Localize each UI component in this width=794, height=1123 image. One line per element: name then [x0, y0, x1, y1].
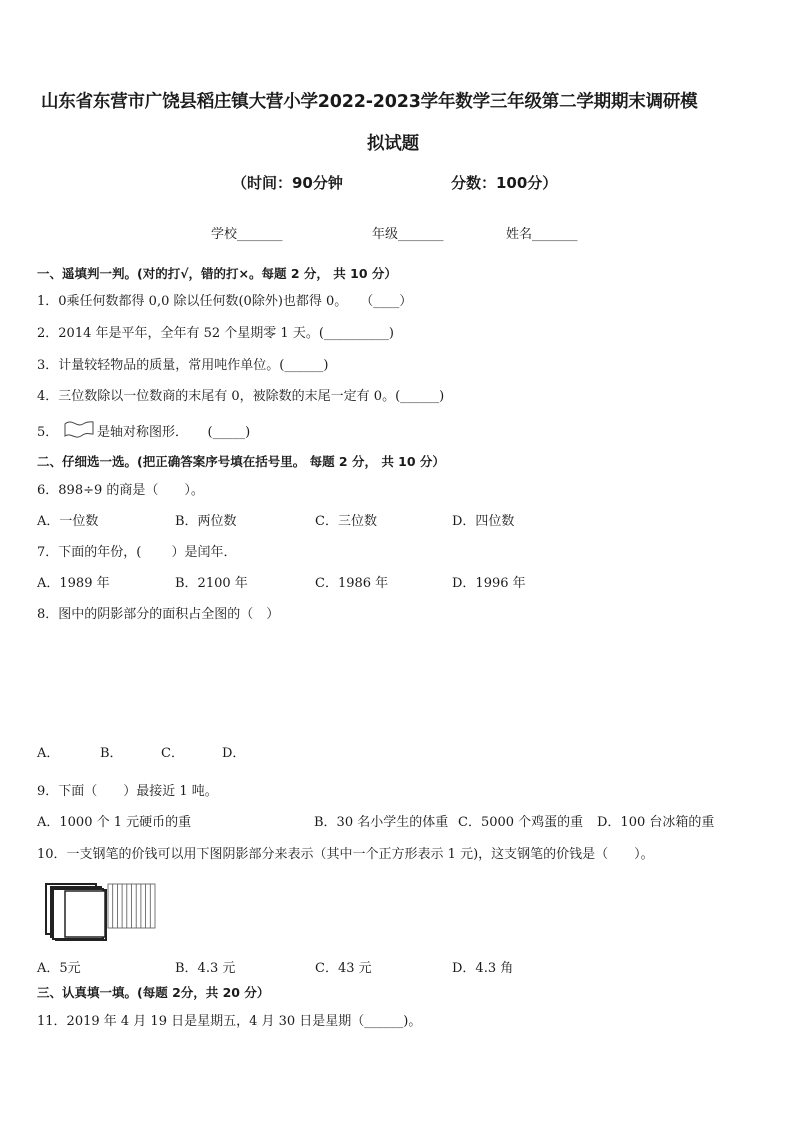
question-6: 6．898÷9 的商是（ ）。 [37, 483, 204, 498]
q6-option-c: C．三位数 [315, 514, 377, 529]
exam-title-line1: 山东省东营市广饶县稻庄镇大营小学2022-2023学年数学三年级第二学期期末调研模 [41, 92, 698, 112]
question-5-number: 5． [37, 425, 59, 440]
q8-option-d: D． [222, 746, 246, 761]
wave-flag-shape [63, 418, 95, 440]
q6-option-b: B．两位数 [175, 514, 237, 529]
q6-option-d: D．四位数 [452, 514, 515, 529]
money-squares-figure [44, 882, 159, 942]
q7-option-a: A．1989 年 [37, 576, 110, 591]
q9-option-d: D．100 台冰箱的重 [597, 815, 715, 830]
name-field: 姓名_______ [506, 227, 578, 242]
question-5-text: 是轴对称图形． (_____) [97, 425, 251, 440]
q9-option-b: B．30 名小学生的体重 [314, 815, 449, 830]
question-11: 11．2019 年 4 月 19 日是星期五，4 月 30 日是星期（______)。 [37, 1014, 422, 1029]
q8-option-c: C． [161, 746, 184, 761]
question-7: 7．下面的年份，( ）是闰年． [37, 545, 237, 560]
q8-option-a: A． [37, 746, 60, 761]
q8-option-b: B． [100, 746, 123, 761]
q10-option-a: A．5元 [37, 961, 81, 976]
question-9: 9．下面（ ）最接近 1 吨。 [37, 784, 218, 799]
q7-option-c: C．1986 年 [315, 576, 389, 591]
q10-option-c: C．43 元 [315, 961, 372, 976]
q7-option-b: B．2100 年 [175, 576, 248, 591]
section-3-heading: 三、认真填一填。(每题 2分，共 20 分） [37, 985, 270, 1000]
grade-field: 年级_______ [372, 227, 444, 242]
exam-time: （时间：90分钟 [232, 174, 343, 192]
q10-option-b: B．4.3 元 [175, 961, 236, 976]
exam-title-line2: 拟试题 [367, 134, 419, 154]
question-1: 1．0乘任何数都得 0,0 除以任何数(0除外)也都得 0。 （____） [37, 294, 413, 309]
q9-option-c: C．5000 个鸡蛋的重 [458, 815, 584, 830]
q7-option-d: D．1996 年 [452, 576, 526, 591]
section-2-heading: 二、仔细选一选。(把正确答案序号填在括号里。 每题 2 分， 共 10 分） [37, 454, 445, 469]
question-2: 2．2014 年是平年，全年有 52 个星期零 1 天。(__________) [37, 326, 394, 341]
question-4: 4．三位数除以一位数商的末尾有 0，被除数的末尾一定有 0。(______) [37, 389, 445, 404]
school-field: 学校_______ [211, 227, 283, 242]
q9-option-a: A．1000 个 1 元硬币的重 [37, 815, 192, 830]
q10-option-d: D．4.3 角 [452, 961, 514, 976]
q6-option-a: A．一位数 [37, 514, 99, 529]
section-1-heading: 一、遥填判一判。(对的打√，错的打×。每题 2 分， 共 10 分） [37, 266, 397, 281]
question-10: 10．一支钢笔的价钱可以用下图阴影部分来表示（其中一个正方形表示 1 元)，这支钢笔的价钱是（ ）。 [37, 847, 654, 862]
question-3: 3．计量较轻物品的质量，常用吨作单位。(______) [37, 358, 329, 373]
question-8: 8．图中的阴影部分的面积占全图的（ ） [37, 607, 280, 622]
exam-score: 分数：100分） [451, 174, 558, 192]
